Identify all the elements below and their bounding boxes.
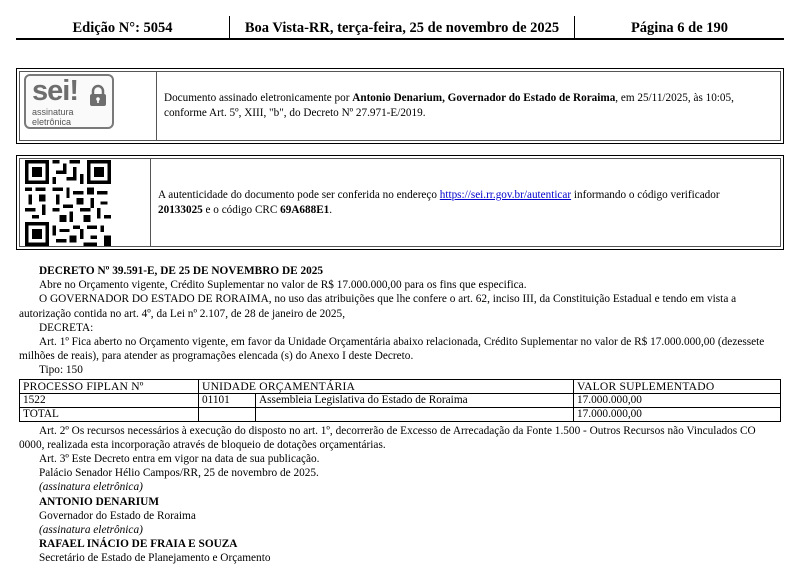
- signature-note: (assinatura eletrônica): [39, 524, 143, 537]
- crc-code: 69A688E1: [280, 204, 330, 216]
- authenticity-text: A autenticidade do documento pode ser conferida no endereço https://sei.rr.gov.br/autenticar informando o código verificador 20133025 e o código CRC 69A688E1.: [158, 189, 720, 216]
- page-number: Página 6 de 190: [630, 19, 729, 36]
- supplement-table: [19, 379, 781, 422]
- signer2-role: Secretário de Estado de Planejamento e Orçamento: [39, 552, 271, 565]
- signer2-name: RAFAEL INÁCIO DE FRAIA E SOUZA: [39, 538, 238, 551]
- table-cell-unit: Assembleia Legislativa do Estado de Roraima: [256, 393, 574, 407]
- table-cell-code: 01101: [199, 393, 256, 407]
- lock-icon: [88, 84, 108, 108]
- decree-body: [19, 264, 781, 566]
- signature-box: [16, 68, 784, 144]
- decree-title: DECRETO Nº 39.591-E, DE 25 DE NOVEMBRO DE 2025: [39, 265, 324, 277]
- decree-art3: Art. 3º Este Decreto entra em vigor na data de sua publicação.: [39, 453, 320, 466]
- table-cell-value: 17.000.000,00: [574, 393, 781, 407]
- signature-box-divider: [156, 71, 157, 141]
- signer1-role: Governador do Estado de Roraima: [39, 509, 196, 522]
- signature-note: (assinatura eletrônica): [39, 481, 143, 494]
- table-row: [20, 393, 781, 407]
- decree-summary: Abre no Orçamento vigente, Crédito Suplementar no valor de R$ 17.000.000,00 para os fins que especifica.: [39, 279, 527, 292]
- decree-place-date: Palácio Senador Hélio Campos/RR, 25 de novembro de 2025.: [39, 467, 319, 480]
- qr-code-icon: [25, 160, 111, 246]
- table-cell-process: 1522: [20, 393, 199, 407]
- table-total-empty-code: [199, 407, 256, 421]
- authenticity-link[interactable]: https://sei.rr.gov.br/autenticar: [439, 189, 572, 201]
- city-date: Boa Vista-RR, terça-feira, 25 de novembro de 2025: [229, 16, 575, 40]
- signature-text: Documento assinado eletronicamente por Antonio Denarium, Governador do Estado de Roraima, em 25/11/2025, às 10:05, conforme Art. 5º, XIII, "b", do Decreto Nº 27.971-E/2019.: [164, 92, 734, 119]
- sei-logo-word: sei!: [32, 75, 78, 107]
- sei-logo-caption: assinatura eletrônica: [32, 107, 74, 127]
- decree-decreta: DECRETA:: [39, 321, 94, 334]
- authenticity-box-divider: [150, 158, 151, 247]
- sei-logo: [24, 74, 114, 129]
- table-total-row: [20, 407, 781, 421]
- table-total-value: 17.000.000,00: [574, 407, 781, 421]
- verifier-code: 20133025: [158, 204, 203, 216]
- header-rule: [16, 38, 784, 40]
- table-header-value: VALOR SUPLEMENTADO: [574, 379, 781, 393]
- table-header-unit: UNIDADE ORÇAMENTÁRIA: [199, 379, 574, 393]
- authenticity-box: [16, 155, 784, 250]
- decree-art1: Art. 1º Fica aberto no Orçamento vigente, em favor da Unidade Orçamentária abaixo relacionada, Crédito Suplementar no valor de R$ 17.000.000,00 (dezessete milhões de reais), para atender as programações elencada (s) do Anexo I deste Decreto.: [19, 336, 765, 363]
- edition-number: Edição N°: 5054: [72, 19, 173, 36]
- table-total-label: TOTAL: [20, 407, 199, 421]
- decree-art2: Art. 2º Os recursos necessários à execução do disposto no art. 1º, decorrerão de Excesso de Arrecadação da Fonte 1.500 - Outros Recursos não Vinculados CO 0000, realizada esta incorporação através de bloqueio de dotações orçamentárias.: [19, 424, 756, 451]
- signer-name: Antonio Denarium, Governador do Estado de Roraima: [352, 92, 616, 104]
- table-header-process: PROCESSO FIPLAN Nº: [20, 379, 199, 393]
- gazette-header: [16, 16, 784, 40]
- decree-preamble: O GOVERNADOR DO ESTADO DE RORAIMA, no uso das atribuições que lhe confere o art. 62, inciso III, da Constituição Estadual e tendo em vista a autorização contida no art. 4º, da Lei nº 2.107, de 28 de janeiro de 2025,: [19, 293, 737, 320]
- signer1-name: ANTONIO DENARIUM: [39, 495, 159, 508]
- table-total-empty-unit: [256, 407, 574, 421]
- table-header-row: [20, 379, 781, 393]
- decree-tipo: Tipo: 150: [39, 364, 83, 377]
